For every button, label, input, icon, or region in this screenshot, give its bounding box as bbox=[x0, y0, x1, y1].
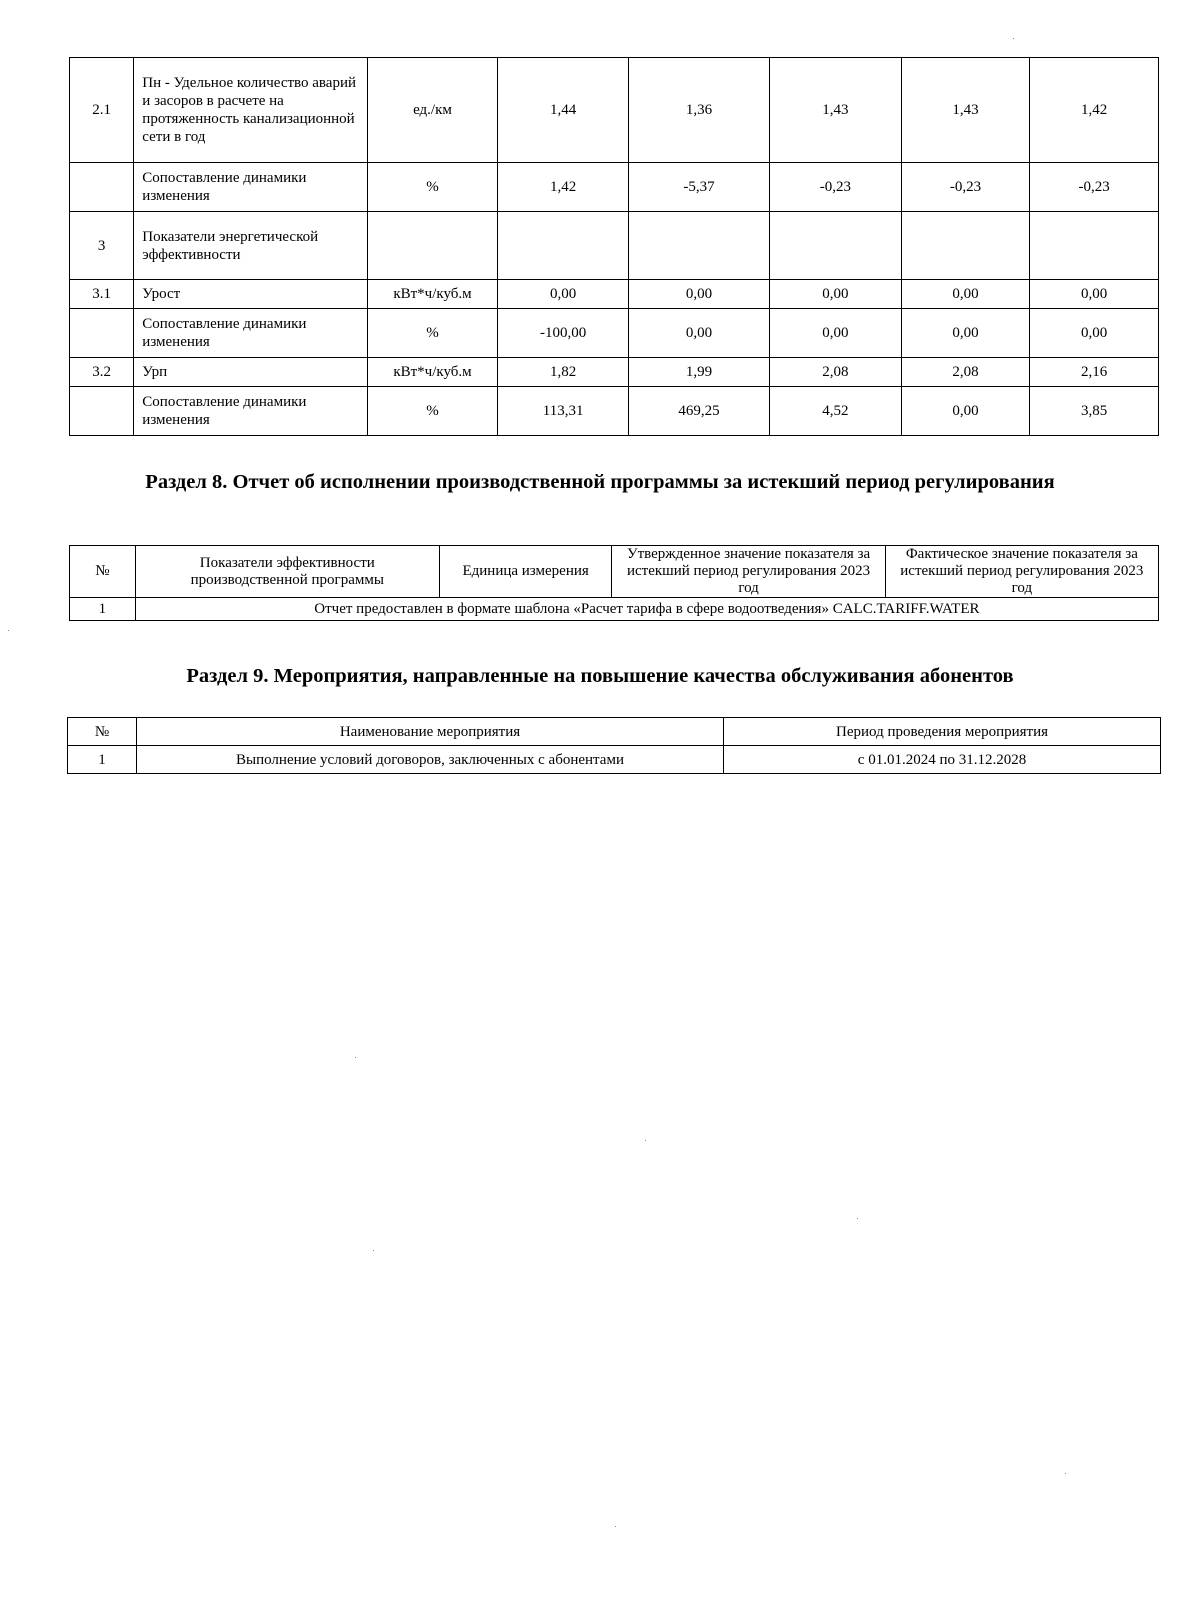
header-indicator: Показатели эффективности производственной программы bbox=[135, 546, 439, 598]
row-num: 3.1 bbox=[70, 280, 134, 309]
indicators-table bbox=[69, 57, 1159, 436]
value-cell: 0,00 bbox=[628, 309, 769, 358]
table-row bbox=[70, 387, 1159, 436]
unit-cell: кВт*ч/куб.м bbox=[367, 280, 498, 309]
scan-speck bbox=[355, 1057, 356, 1058]
value-cell: -100,00 bbox=[498, 309, 629, 358]
table-row bbox=[68, 746, 1161, 774]
table-row bbox=[70, 280, 1159, 309]
section-8-table bbox=[69, 545, 1159, 621]
indicator-name: Сопоставление динамики изменения bbox=[134, 387, 367, 436]
value-cell: 0,00 bbox=[901, 387, 1030, 436]
row-num: 2.1 bbox=[70, 58, 134, 163]
scan-speck bbox=[1065, 1473, 1066, 1474]
row-num bbox=[70, 309, 134, 358]
value-cell: 1,99 bbox=[628, 358, 769, 387]
value-cell: 0,00 bbox=[770, 280, 902, 309]
section-8-title: Раздел 8. Отчет об исполнении производственной программы за истекший период регулирования bbox=[145, 471, 1055, 493]
header-num: № bbox=[70, 546, 136, 598]
unit-cell: % bbox=[367, 387, 498, 436]
scan-speck bbox=[8, 630, 9, 631]
table-row bbox=[70, 309, 1159, 358]
value-cell bbox=[770, 212, 902, 280]
value-cell: 2,08 bbox=[901, 358, 1030, 387]
scan-speck bbox=[1013, 38, 1014, 39]
table-row bbox=[70, 598, 1159, 621]
value-cell: 4,52 bbox=[770, 387, 902, 436]
value-cell: 1,44 bbox=[498, 58, 629, 163]
value-cell: 0,00 bbox=[901, 309, 1030, 358]
value-cell: 1,82 bbox=[498, 358, 629, 387]
row-num: 3.2 bbox=[70, 358, 134, 387]
scan-speck bbox=[615, 1526, 616, 1527]
indicator-name: Сопоставление динамики изменения bbox=[134, 163, 367, 212]
value-cell: -0,23 bbox=[770, 163, 902, 212]
indicator-name: Пн - Удельное количество аварий и засоров в расчете на протяженность канализационной сети в год bbox=[134, 58, 367, 163]
indicator-name: Показатели энергетической эффективности bbox=[134, 212, 367, 280]
value-cell: 0,00 bbox=[1030, 309, 1159, 358]
header-actual-value: Фактическое значение показателя за истекший период регулирования 2023 год bbox=[885, 546, 1158, 598]
value-cell: -0,23 bbox=[901, 163, 1030, 212]
value-cell bbox=[628, 212, 769, 280]
value-cell: 0,00 bbox=[901, 280, 1030, 309]
value-cell: 0,00 bbox=[628, 280, 769, 309]
table-row bbox=[70, 163, 1159, 212]
indicator-name: Урост bbox=[134, 280, 367, 309]
value-cell: -0,23 bbox=[1030, 163, 1159, 212]
unit-cell: % bbox=[367, 309, 498, 358]
table-row bbox=[70, 58, 1159, 163]
value-cell: 3,85 bbox=[1030, 387, 1159, 436]
table-header-row bbox=[70, 546, 1159, 598]
table-row bbox=[70, 358, 1159, 387]
row-num: 1 bbox=[70, 598, 136, 621]
scan-speck bbox=[857, 1218, 858, 1219]
value-cell: 1,42 bbox=[498, 163, 629, 212]
value-cell bbox=[1030, 212, 1159, 280]
header-unit: Единица измерения bbox=[439, 546, 612, 598]
value-cell: 0,00 bbox=[1030, 280, 1159, 309]
value-cell: 469,25 bbox=[628, 387, 769, 436]
row-num: 3 bbox=[70, 212, 134, 280]
value-cell bbox=[498, 212, 629, 280]
section-9-title: Раздел 9. Мероприятия, направленные на повышение качества обслуживания абонентов bbox=[186, 665, 1014, 687]
scan-speck bbox=[373, 1250, 374, 1251]
indicator-name: Сопоставление динамики изменения bbox=[134, 309, 367, 358]
row-num: 1 bbox=[68, 746, 137, 774]
unit-cell: % bbox=[367, 163, 498, 212]
value-cell: 0,00 bbox=[770, 309, 902, 358]
header-period: Период проведения мероприятия bbox=[724, 718, 1161, 746]
row-num bbox=[70, 163, 134, 212]
value-cell: 1,43 bbox=[901, 58, 1030, 163]
value-cell: 113,31 bbox=[498, 387, 629, 436]
indicator-name: Урп bbox=[134, 358, 367, 387]
report-note: Отчет предоставлен в формате шаблона «Расчет тарифа в сфере водоотведения» CALC.TARIFF.WATER bbox=[135, 598, 1158, 621]
measure-period: с 01.01.2024 по 31.12.2028 bbox=[724, 746, 1161, 774]
value-cell bbox=[901, 212, 1030, 280]
value-cell: -5,37 bbox=[628, 163, 769, 212]
unit-cell: кВт*ч/куб.м bbox=[367, 358, 498, 387]
table-row bbox=[70, 212, 1159, 280]
scan-speck bbox=[645, 1140, 646, 1141]
header-approved-value: Утвержденное значение показателя за истекший период регулирования 2023 год bbox=[612, 546, 885, 598]
value-cell: 1,43 bbox=[770, 58, 902, 163]
value-cell: 1,36 bbox=[628, 58, 769, 163]
row-num bbox=[70, 387, 134, 436]
value-cell: 1,42 bbox=[1030, 58, 1159, 163]
value-cell: 2,16 bbox=[1030, 358, 1159, 387]
value-cell: 2,08 bbox=[770, 358, 902, 387]
table-header-row bbox=[68, 718, 1161, 746]
header-measure-name: Наименование мероприятия bbox=[137, 718, 724, 746]
section-9-table bbox=[67, 717, 1161, 774]
value-cell: 0,00 bbox=[498, 280, 629, 309]
header-num: № bbox=[68, 718, 137, 746]
unit-cell: ед./км bbox=[367, 58, 498, 163]
unit-cell bbox=[367, 212, 498, 280]
measure-name: Выполнение условий договоров, заключенных с абонентами bbox=[137, 746, 724, 774]
